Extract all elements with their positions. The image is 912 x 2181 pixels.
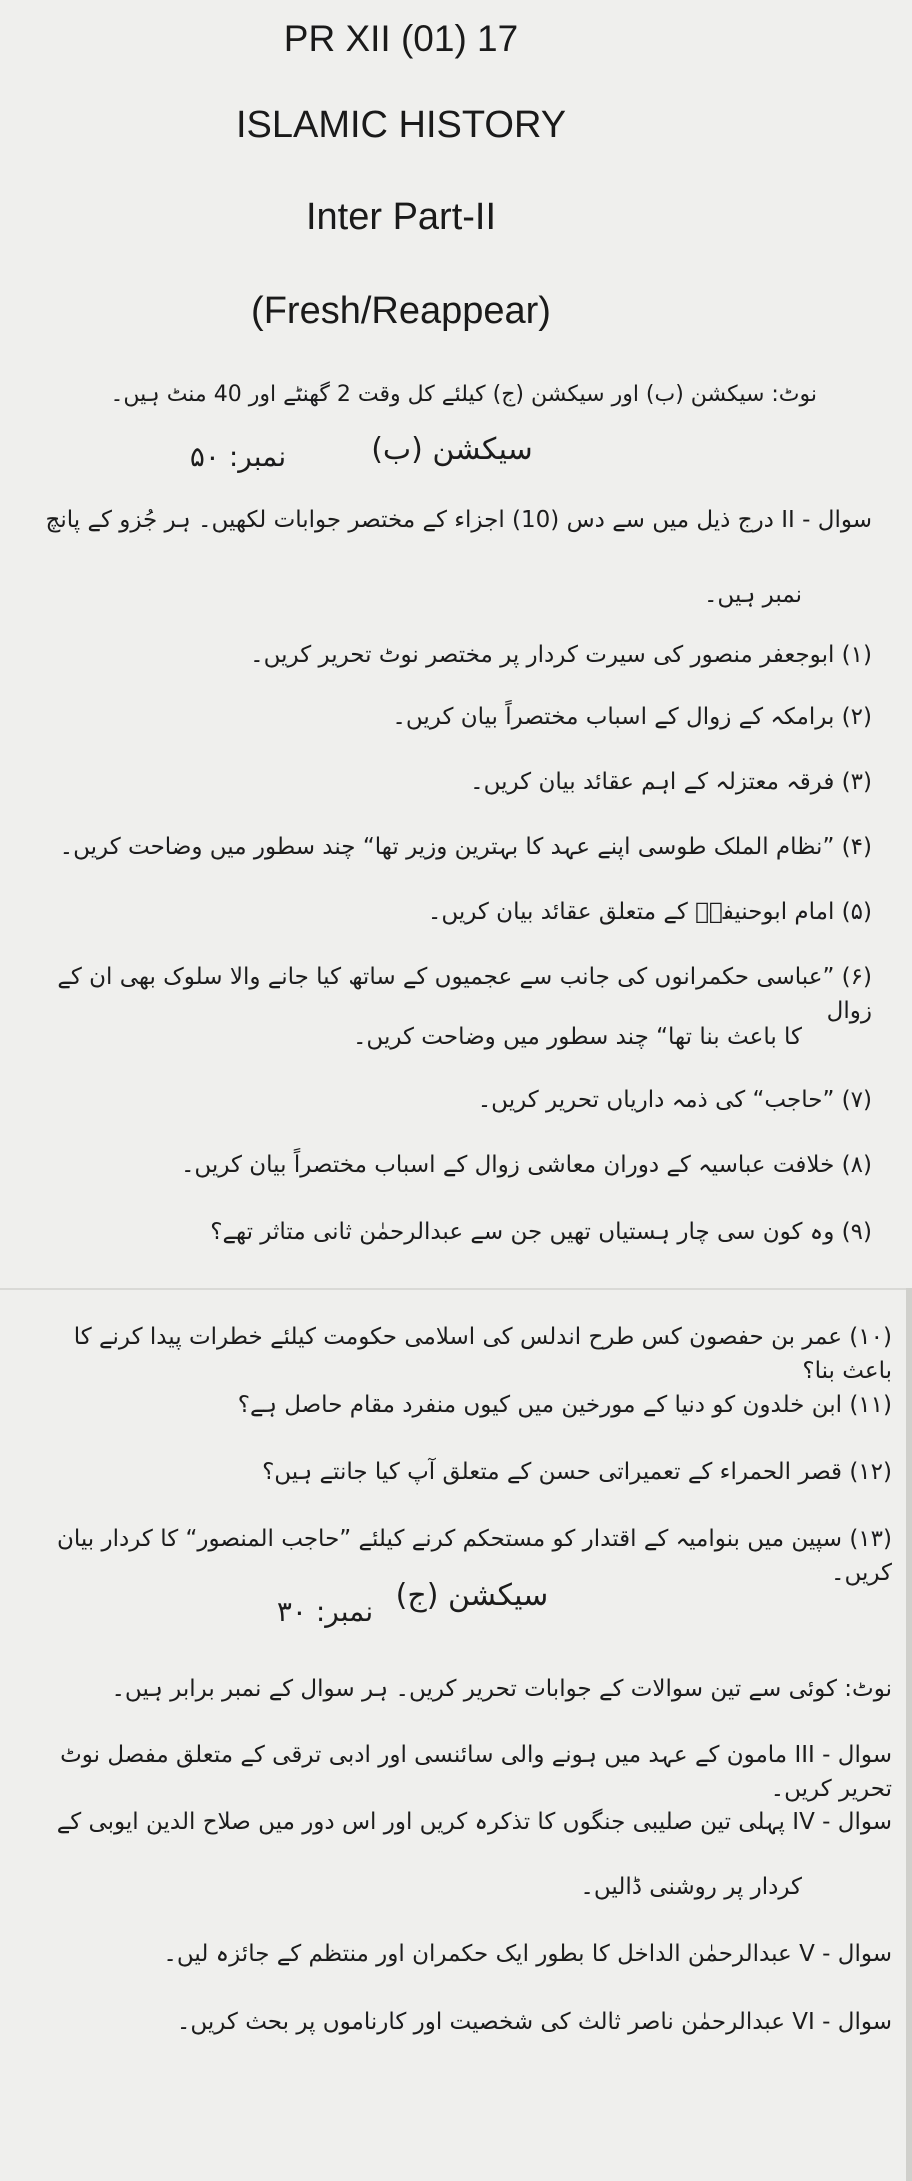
list-item: (۹) وہ کون سی چار ہستیاں تھیں جن سے عبدالرحمٰن ثانی متاثر تھے؟ — [210, 1219, 872, 1245]
time-note: نوٹ: سیکشن (ب) اور سیکشن (ج) کیلئے کل وقت 2 گھنٹے اور 40 منٹ ہیں۔ — [110, 382, 817, 407]
list-item: (۱۲) قصر الحمراء کے تعمیراتی حسن کے متعلق آپ کیا جانتے ہیں؟ — [262, 1459, 892, 1485]
list-item: (۱۳) سپین میں بنوامیہ کے اقتدار کو مستحکم کرنے کیلئے ”حاجب المنصور“ کا کردار بیان کریں۔ — [56, 1526, 892, 1586]
question-4: سوال - IV پہلی تین صلیبی جنگوں کا تذکرہ کریں اور اس دور میں صلاح الدین ایوبی کے — [56, 1809, 892, 1835]
list-item: (۱) ابوجعفر منصور کی سیرت کردار پر مختصر نوٹ تحریر کریں۔ — [250, 642, 872, 668]
question-3: سوال - III مامون کے عہد میں ہونے والی سائنسی اور ادبی ترقی کے متعلق مفصل نوٹ تحریر کریں۔ — [60, 1742, 892, 1802]
scan-fold-divider — [0, 1288, 912, 1290]
list-item: (۶) ”عباسی حکمرانوں کی جانب سے عجمیوں کے ساتھ کیا جانے والا سلوک بھی ان کے زوال — [57, 964, 872, 1024]
scan-edge — [906, 1288, 912, 2181]
list-item: (۱۰) عمر بن حفصون کس طرح اندلس کی اسلامی حکومت کیلئے خطرات پیدا کرنے کا باعث بنا؟ — [73, 1324, 892, 1384]
list-item: (۴) ”نظام الملک طوسی اپنے عہد کا بہترین وزیر تھا“ چند سطور میں وضاحت کریں۔ — [59, 834, 872, 860]
list-item: کا باعث بنا تھا“ چند سطور میں وضاحت کریں۔ — [352, 1024, 802, 1050]
list-item: (۸) خلافت عباسیہ کے دوران معاشی زوال کے اسباب مختصراً بیان کریں۔ — [180, 1152, 872, 1178]
part-title: Inter Part-II — [305, 196, 497, 238]
list-item: (۵) امام ابوحنیفہؒ کے متعلق عقائد بیان کریں۔ — [427, 899, 872, 925]
question-5: سوال - V عبدالرحمٰن الداخل کا بطور ایک حکمران اور منتظم کے جائزہ لیں۔ — [163, 1941, 892, 1967]
list-item: (۲) برامکہ کے زوال کے اسباب مختصراً بیان کریں۔ — [392, 704, 872, 730]
section-c-marks: نمبر: ۳۰ — [276, 1595, 374, 1628]
section-b-instruction: سوال - II درج ذیل میں سے دس (10) اجزاء کے مختصر جوابات لکھیں۔ ہر جُزو کے پانچ — [45, 507, 872, 533]
subject-title: ISLAMIC HISTORY — [235, 104, 567, 146]
section-c-title: سیکشن (ج) — [395, 1578, 549, 1613]
list-item: (۱۱) ابن خلدون کو دنیا کے مورخین میں کیوں منفرد مقام حاصل ہے؟ — [237, 1392, 892, 1418]
list-item: (۷) ”حاجب“ کی ذمہ داریاں تحریر کریں۔ — [477, 1087, 872, 1113]
question-6: سوال - VI عبدالرحمٰن ناصر ثالث کی شخصیت اور کارناموں پر بحث کریں۔ — [176, 2009, 892, 2035]
paper-code: PR XII (01) 17 — [283, 18, 519, 59]
section-b-marks: نمبر: ۵۰ — [189, 440, 287, 473]
section-b-title: سیکشن (ب) — [371, 432, 533, 467]
section-b-instruction-cont: نمبر ہیں۔ — [703, 582, 802, 608]
list-item: (۳) فرقہ معتزلہ کے اہم عقائد بیان کریں۔ — [470, 769, 872, 795]
session-title: (Fresh/Reappear) — [251, 290, 551, 332]
section-c-note: نوٹ: کوئی سے تین سوالات کے جوابات تحریر کریں۔ ہر سوال کے نمبر برابر ہیں۔ — [111, 1676, 892, 1702]
question-4-cont: کردار پر روشنی ڈالیں۔ — [580, 1874, 802, 1900]
